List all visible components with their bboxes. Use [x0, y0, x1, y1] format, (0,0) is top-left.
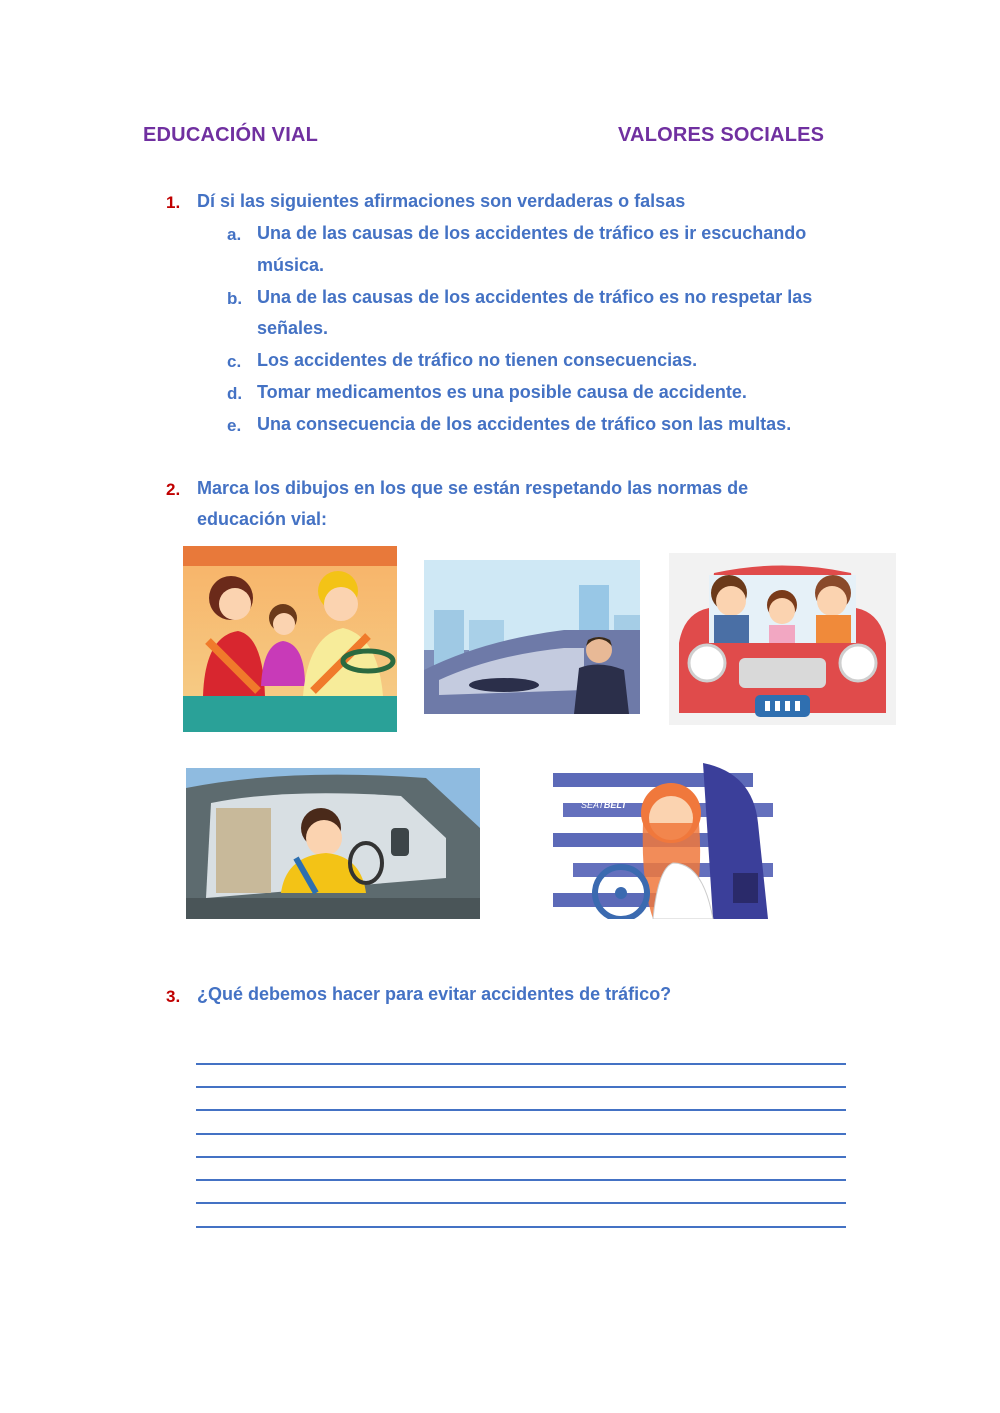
- seatbelt-sign-line1: WEAR YOUR: [581, 790, 636, 799]
- answer-line[interactable]: [196, 1086, 846, 1088]
- answer-line[interactable]: [196, 1202, 846, 1204]
- q1-item-b-letter: b.: [227, 289, 243, 308]
- q1-item-d-line1: Tomar medicamentos es una posible causa de accidente.: [257, 382, 747, 402]
- question-2-line1: Marca los dibujos en los que se están respetando las normas de: [197, 478, 749, 498]
- question-2-number: 2.: [166, 480, 181, 499]
- q1-item-e-line1: Una consecuencia de los accidentes de tráfico son las multas.: [257, 414, 792, 434]
- question-3-number: 3.: [166, 987, 181, 1006]
- question-2-line2: educación vial:: [197, 509, 328, 529]
- q1-item-a-line2: música.: [257, 255, 325, 275]
- answer-line[interactable]: [196, 1226, 846, 1228]
- seatbelt-sign-line2: SEATBELT: [581, 800, 627, 810]
- man-driving-city-image[interactable]: [424, 560, 640, 714]
- q1-item-a-letter: a.: [227, 225, 242, 244]
- question-1-number: 1.: [166, 193, 181, 212]
- question-1-text: Dí si las siguientes afirmaciones son verdaderas o falsas: [197, 191, 686, 211]
- q1-item-e-letter: e.: [227, 416, 242, 435]
- answer-line[interactable]: [196, 1109, 846, 1111]
- q1-item-c-letter: c.: [227, 352, 242, 371]
- q1-item-b-line2: señales.: [257, 318, 329, 338]
- answer-line[interactable]: [196, 1133, 846, 1135]
- answer-line[interactable]: [196, 1156, 846, 1158]
- answer-line[interactable]: [196, 1063, 846, 1065]
- answer-line[interactable]: [196, 1179, 846, 1181]
- q1-item-a-line1: Una de las causas de los accidentes de tráfico es ir escuchando: [257, 223, 807, 243]
- q1-item-d-letter: d.: [227, 384, 243, 403]
- header-title-right: VALORES SOCIALES: [618, 124, 825, 146]
- q1-item-b-line1: Una de las causas de los accidentes de tráfico es no respetar las: [257, 287, 813, 307]
- woman-seatbelt-image[interactable]: [553, 763, 791, 919]
- question-3-text: ¿Qué debemos hacer para evitar accidentes de tráfico?: [197, 984, 672, 1004]
- tired-driver-image[interactable]: [186, 768, 480, 919]
- header-title-left: EDUCACIÓN VIAL: [143, 124, 319, 146]
- red-car-family-image[interactable]: [669, 553, 896, 725]
- q1-item-c-line1: Los accidentes de tráfico no tienen consecuencias.: [257, 350, 698, 370]
- family-seatbelt-image[interactable]: [183, 546, 397, 732]
